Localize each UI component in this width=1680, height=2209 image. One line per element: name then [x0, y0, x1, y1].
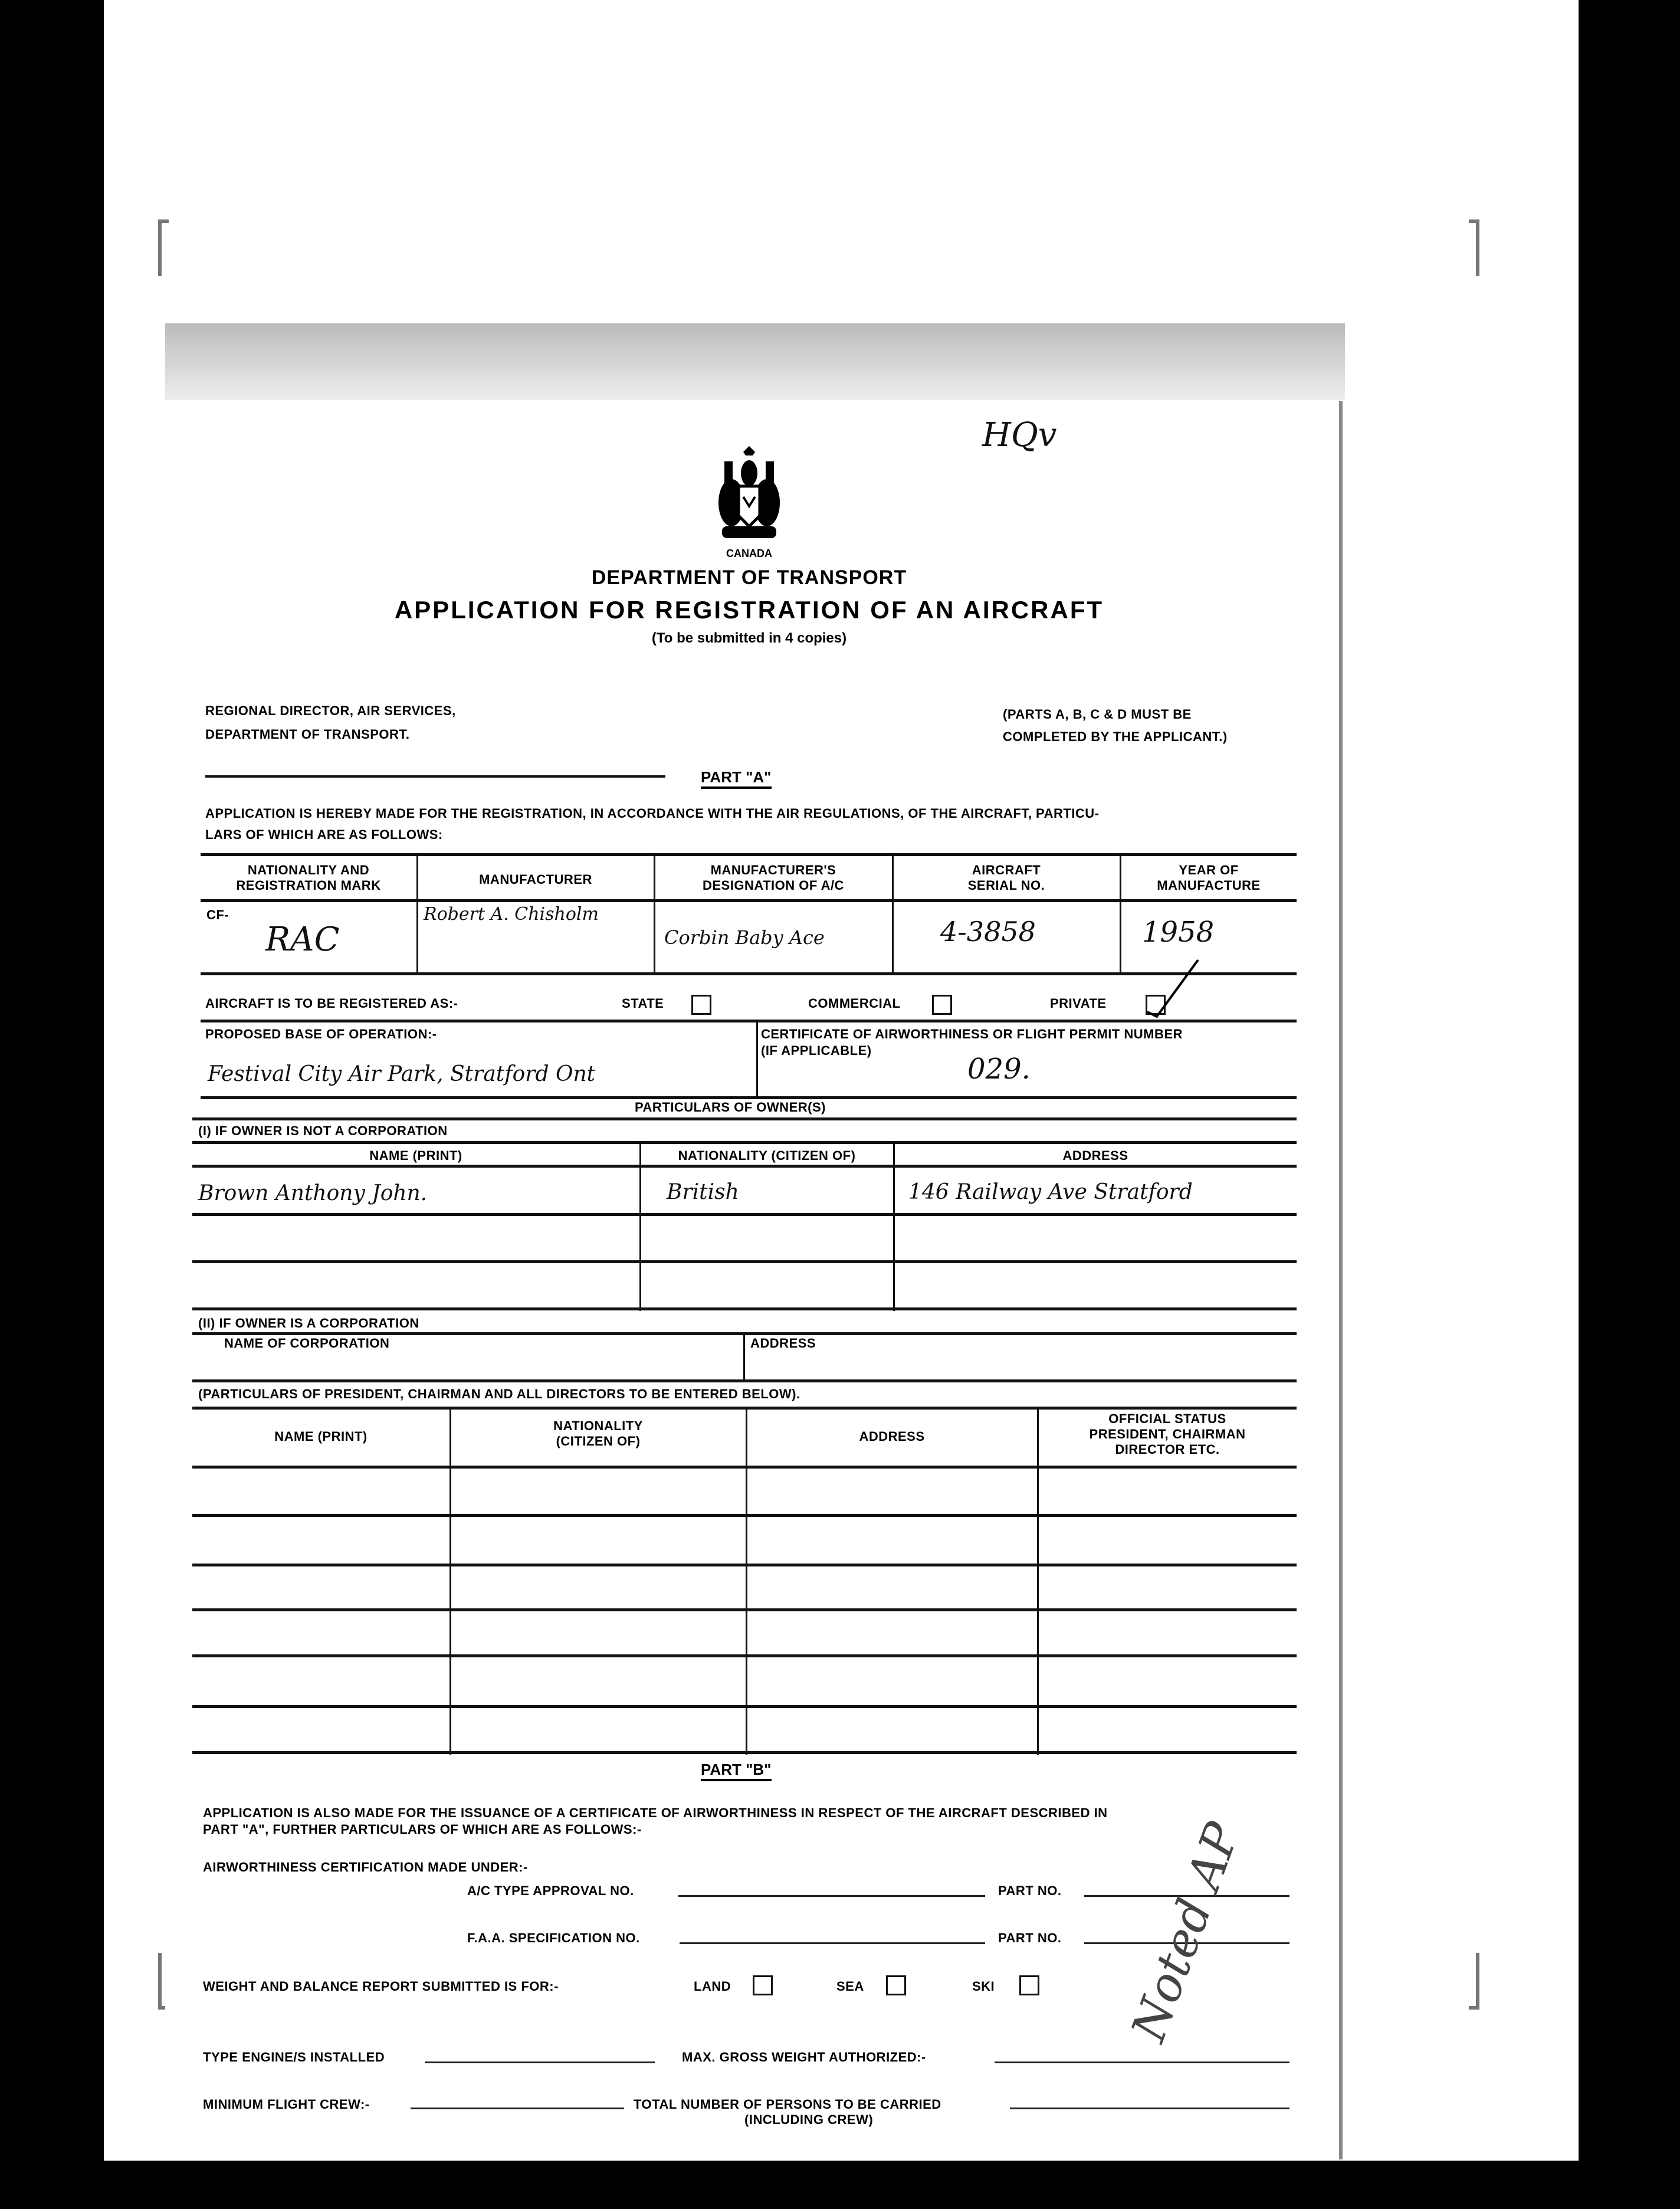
ski-label: SKI [972, 1979, 995, 1994]
engine-field[interactable] [425, 2061, 655, 2063]
ski-checkbox[interactable] [1019, 1975, 1039, 1995]
serial-number-field[interactable]: 4-3858 [940, 916, 1036, 948]
directors-heading: (PARTICULARS OF PRESIDENT, CHAIRMAN AND ALL DIRECTORS TO BE ENTERED BELOW). [198, 1387, 800, 1401]
table-column-divider [1037, 1407, 1039, 1755]
sea-label: SEA [836, 1979, 864, 1994]
director-status-header: OFFICIAL STATUS PRESIDENT, CHAIRMAN DIRECTOR ETC. [1089, 1411, 1246, 1457]
min-crew-field[interactable] [411, 2108, 624, 2109]
director-name-header: NAME (PRINT) [274, 1429, 368, 1444]
canada-coat-of-arms-icon [714, 444, 785, 544]
table-row[interactable] [192, 1705, 1297, 1708]
table-column-divider [416, 853, 418, 974]
engine-label: TYPE ENGINE/S INSTALLED [203, 2050, 385, 2064]
private-checkbox[interactable] [1146, 995, 1166, 1015]
private-label: PRIVATE [1050, 996, 1107, 1011]
table-rule [192, 1379, 1297, 1382]
checkmark-icon [1145, 955, 1198, 1020]
commercial-label: COMMERCIAL [808, 996, 901, 1011]
table-rule [192, 1213, 1297, 1216]
part-a-heading: PART "A" [701, 768, 772, 789]
notice-line-1: (PARTS A, B, C & D MUST BE [1003, 707, 1192, 722]
owner-name-header: NAME (PRINT) [369, 1148, 462, 1163]
director-address-header: ADDRESS [859, 1429, 925, 1444]
department-heading: DEPARTMENT OF TRANSPORT [591, 566, 907, 589]
table-column-divider [756, 1020, 758, 1099]
type-approval-field[interactable] [678, 1895, 985, 1897]
form-title: APPLICATION FOR REGISTRATION OF AN AIRCRAFT [394, 596, 1104, 624]
certificate-number-field[interactable]: 029. [967, 1053, 1031, 1086]
owner-address-field[interactable]: 146 Railway Ave Stratford [908, 1180, 1193, 1204]
registration-prefix: CF- [206, 907, 229, 922]
corner-mark [1469, 1953, 1479, 2010]
part-no-label-1: PART NO. [998, 1883, 1062, 1898]
addressee-line-1: REGIONAL DIRECTOR, AIR SERVICES, [205, 703, 456, 718]
designation-field[interactable]: Corbin Baby Ace [664, 926, 825, 949]
column-header-manufacturer: MANUFACTURER [479, 872, 592, 887]
part-b-intro-1: APPLICATION IS ALSO MADE FOR THE ISSUANCE OF A CERTIFICATE OF AIRWORTHINESS IN RESPECT OF THE AIRCRAFT DESCRIBED IN [203, 1805, 1108, 1820]
year-field[interactable]: 1958 [1142, 916, 1215, 949]
table-rule [192, 1260, 1297, 1263]
notice-line-2: COMPLETED BY THE APPLICANT.) [1003, 729, 1228, 744]
margin-note: HQv [982, 416, 1057, 454]
sheet-shadow [165, 323, 1345, 400]
part-no-label-2: PART NO. [998, 1931, 1062, 1945]
total-persons-sublabel: (INCLUDING CREW) [744, 2112, 874, 2127]
faa-spec-label: F.A.A. SPECIFICATION NO. [467, 1931, 640, 1945]
min-crew-label: MINIMUM FLIGHT CREW:- [203, 2097, 370, 2112]
commercial-checkbox[interactable] [932, 995, 952, 1015]
table-rule [201, 1020, 1297, 1022]
state-checkbox[interactable] [691, 995, 711, 1015]
owner-address-header: ADDRESS [1062, 1148, 1128, 1163]
type-approval-label: A/C TYPE APPROVAL NO. [467, 1883, 634, 1898]
base-of-operation-field[interactable]: Festival City Air Park, Stratford Ont [208, 1062, 596, 1086]
table-rule [201, 853, 1297, 856]
column-header-registration: NATIONALITY AND REGISTRATION MARK [236, 863, 381, 893]
total-persons-field[interactable] [1010, 2108, 1289, 2109]
max-weight-field[interactable] [995, 2061, 1289, 2063]
table-rule [201, 1096, 1297, 1099]
corporation-name-field[interactable] [224, 1352, 731, 1376]
max-weight-label: MAX. GROSS WEIGHT AUTHORIZED:- [682, 2050, 926, 2064]
country-label: CANADA [726, 548, 772, 559]
table-column-divider [743, 1332, 745, 1381]
table-column-divider [449, 1407, 451, 1755]
table-column-divider [746, 1407, 747, 1755]
registered-as-label: AIRCRAFT IS TO BE REGISTERED AS:- [205, 996, 458, 1011]
form-subtitle: (To be submitted in 4 copies) [651, 630, 847, 646]
column-header-serial: AIRCRAFT SERIAL NO. [967, 863, 1045, 893]
table-row[interactable] [192, 1608, 1297, 1611]
corporation-address-field[interactable] [750, 1352, 1281, 1376]
corporation-name-label: NAME OF CORPORATION [224, 1336, 390, 1351]
part-a-intro-2: LARS OF WHICH ARE AS FOLLOWS: [205, 827, 443, 842]
table-rule [192, 1165, 1297, 1168]
owner-nationality-header: NATIONALITY (CITIZEN OF) [678, 1148, 856, 1163]
corner-mark [158, 219, 169, 276]
sea-checkbox[interactable] [886, 1975, 906, 1995]
state-label: STATE [622, 996, 664, 1011]
faa-spec-field[interactable] [680, 1942, 985, 1944]
part-b-intro-2: PART "A", FURTHER PARTICULARS OF WHICH ARE AS FOLLOWS:- [203, 1822, 642, 1837]
individual-owner-heading: (I) IF OWNER IS NOT A CORPORATION [198, 1123, 448, 1138]
corner-mark [1469, 219, 1479, 276]
initials-note: Noted AP [1121, 1815, 1251, 2049]
base-of-operation-label: PROPOSED BASE OF OPERATION:- [205, 1027, 437, 1041]
director-nationality-header: NATIONALITY (CITIZEN OF) [553, 1418, 643, 1448]
table-row[interactable] [192, 1564, 1297, 1566]
registration-mark-field[interactable]: RAC [265, 920, 340, 959]
table-rule [192, 1141, 1297, 1144]
table-row[interactable] [192, 1514, 1297, 1517]
part-a-intro-1: APPLICATION IS HEREBY MADE FOR THE REGISTRATION, IN ACCORDANCE WITH THE AIR REGULATIONS, OF THE AIRCRAFT, PARTICU- [205, 806, 1100, 821]
table-rule [201, 899, 1297, 902]
addressee-line-2: DEPARTMENT OF TRANSPORT. [205, 727, 410, 742]
owners-heading: PARTICULARS OF OWNER(S) [635, 1100, 826, 1115]
land-label: LAND [694, 1979, 731, 1994]
table-rule [192, 1407, 1297, 1410]
total-persons-label: TOTAL NUMBER OF PERSONS TO BE CARRIED [634, 2097, 941, 2112]
table-rule [192, 1117, 1297, 1120]
corporation-heading: (II) IF OWNER IS A CORPORATION [198, 1316, 419, 1330]
table-row[interactable] [192, 1654, 1297, 1657]
weight-balance-label: WEIGHT AND BALANCE REPORT SUBMITTED IS FOR:- [203, 1979, 559, 1994]
table-rule [192, 1751, 1297, 1754]
owner-name-field[interactable]: Brown Anthony John. [198, 1181, 428, 1205]
certificate-label-1: CERTIFICATE OF AIRWORTHINESS OR FLIGHT PERMIT NUMBER [761, 1027, 1183, 1041]
table-rule [192, 1466, 1297, 1469]
column-header-year: YEAR OF MANUFACTURE [1157, 863, 1261, 893]
part-b-heading: PART "B" [701, 1761, 772, 1781]
corporation-address-label: ADDRESS [750, 1336, 816, 1351]
table-rule [192, 1307, 1297, 1310]
column-header-designation: MANUFACTURER'S DESIGNATION OF A/C [703, 863, 844, 893]
cert-made-under-label: AIRWORTHINESS CERTIFICATION MADE UNDER:- [203, 1860, 528, 1874]
owner-nationality-field[interactable]: British [667, 1180, 739, 1204]
manufacturer-field[interactable]: Robert A. Chisholm [424, 904, 599, 925]
land-checkbox[interactable] [753, 1975, 773, 1995]
scan-edge [0, 2161, 1680, 2209]
certificate-label-2: (IF APPLICABLE) [761, 1043, 872, 1058]
divider [205, 775, 665, 778]
table-rule [201, 972, 1297, 975]
